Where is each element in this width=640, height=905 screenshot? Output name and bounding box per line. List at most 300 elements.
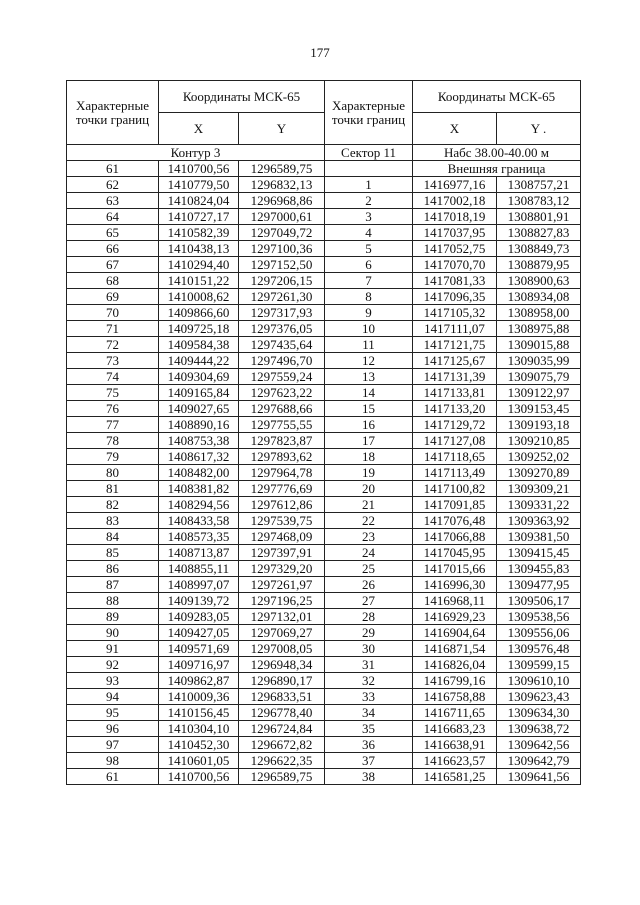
y-coordinate: 1296833,51 bbox=[239, 689, 325, 705]
point-number: 26 bbox=[325, 577, 413, 593]
y-coordinate: 1309556,06 bbox=[497, 625, 581, 641]
x-coordinate: 1417118,65 bbox=[413, 449, 497, 465]
x-coordinate: 1416581,25 bbox=[413, 769, 497, 785]
table-row bbox=[67, 753, 325, 769]
point-number: 62 bbox=[67, 177, 159, 193]
x-coordinate: 1410008,62 bbox=[159, 289, 239, 305]
point-number: 79 bbox=[67, 449, 159, 465]
point-number: 68 bbox=[67, 273, 159, 289]
table-row bbox=[67, 321, 325, 337]
table-row bbox=[325, 481, 581, 497]
point-number: 2 bbox=[325, 193, 413, 209]
point-number: 93 bbox=[67, 673, 159, 689]
point-number: 88 bbox=[67, 593, 159, 609]
point-number: 90 bbox=[67, 625, 159, 641]
table-row bbox=[325, 673, 581, 689]
table-row bbox=[67, 401, 325, 417]
x-coordinate: 1409862,87 bbox=[159, 673, 239, 689]
x-coordinate: 1410009,36 bbox=[159, 689, 239, 705]
table-row bbox=[67, 161, 325, 177]
table-row bbox=[67, 497, 325, 513]
table-row bbox=[325, 513, 581, 529]
point-number: 18 bbox=[325, 449, 413, 465]
x-coordinate: 1417133,81 bbox=[413, 385, 497, 401]
y-coordinate: 1309642,79 bbox=[497, 753, 581, 769]
table-row bbox=[325, 689, 581, 705]
table-row bbox=[325, 561, 581, 577]
table-row bbox=[325, 273, 581, 289]
point-number: 23 bbox=[325, 529, 413, 545]
points-header: Характерные точки границ bbox=[325, 81, 413, 145]
y-coordinate: 1308827,83 bbox=[497, 225, 581, 241]
x-coordinate: 1409139,72 bbox=[159, 593, 239, 609]
x-coordinate: 1410156,45 bbox=[159, 705, 239, 721]
boundary-spacer bbox=[325, 161, 413, 177]
y-coordinate: 1296589,75 bbox=[239, 769, 325, 785]
x-coordinate: 1416711,65 bbox=[413, 705, 497, 721]
y-coordinate: 1297069,27 bbox=[239, 625, 325, 641]
point-number: 3 bbox=[325, 209, 413, 225]
table-row bbox=[67, 769, 325, 785]
table-row bbox=[67, 193, 325, 209]
y-coordinate: 1309599,15 bbox=[497, 657, 581, 673]
y-coordinate: 1308849,73 bbox=[497, 241, 581, 257]
y-coordinate: 1309381,50 bbox=[497, 529, 581, 545]
y-header: Y . bbox=[497, 113, 581, 145]
point-number: 71 bbox=[67, 321, 159, 337]
y-coordinate: 1297261,97 bbox=[239, 577, 325, 593]
table-row bbox=[67, 737, 325, 753]
point-number: 78 bbox=[67, 433, 159, 449]
point-number: 95 bbox=[67, 705, 159, 721]
point-number: 94 bbox=[67, 689, 159, 705]
x-coordinate: 1416977,16 bbox=[413, 177, 497, 193]
x-coordinate: 1410452,30 bbox=[159, 737, 239, 753]
table-row bbox=[325, 721, 581, 737]
y-coordinate: 1297317,93 bbox=[239, 305, 325, 321]
point-number: 10 bbox=[325, 321, 413, 337]
x-coordinate: 1417002,18 bbox=[413, 193, 497, 209]
table-row bbox=[325, 625, 581, 641]
table-row bbox=[67, 337, 325, 353]
point-number: 29 bbox=[325, 625, 413, 641]
x-coordinate: 1408997,07 bbox=[159, 577, 239, 593]
y-coordinate: 1296948,34 bbox=[239, 657, 325, 673]
y-coordinate: 1297755,55 bbox=[239, 417, 325, 433]
x-coordinate: 1408617,32 bbox=[159, 449, 239, 465]
point-number: 89 bbox=[67, 609, 159, 625]
point-number: 38 bbox=[325, 769, 413, 785]
y-coordinate: 1296672,82 bbox=[239, 737, 325, 753]
x-coordinate: 1417133,20 bbox=[413, 401, 497, 417]
table-row bbox=[325, 449, 581, 465]
y-coordinate: 1297468,09 bbox=[239, 529, 325, 545]
point-number: 66 bbox=[67, 241, 159, 257]
point-number: 19 bbox=[325, 465, 413, 481]
x-coordinate: 1408713,87 bbox=[159, 545, 239, 561]
boundary-label: Внешняя граница bbox=[413, 161, 581, 177]
point-number: 32 bbox=[325, 673, 413, 689]
points-header: Характерные точки границ bbox=[67, 81, 159, 145]
y-coordinate: 1309075,79 bbox=[497, 369, 581, 385]
point-number: 61 bbox=[67, 769, 159, 785]
y-coordinate: 1297100,36 bbox=[239, 241, 325, 257]
x-coordinate: 1417131,39 bbox=[413, 369, 497, 385]
y-coordinate: 1297688,66 bbox=[239, 401, 325, 417]
point-number: 7 bbox=[325, 273, 413, 289]
x-coordinate: 1409584,38 bbox=[159, 337, 239, 353]
y-coordinate: 1297196,25 bbox=[239, 593, 325, 609]
contour-label: Контур 3 bbox=[67, 145, 325, 161]
table-row bbox=[67, 593, 325, 609]
table-row bbox=[67, 177, 325, 193]
x-coordinate: 1408482,00 bbox=[159, 465, 239, 481]
table-row bbox=[325, 337, 581, 353]
y-coordinate: 1309193,18 bbox=[497, 417, 581, 433]
y-coordinate: 1309035,99 bbox=[497, 353, 581, 369]
y-coordinate: 1308900,63 bbox=[497, 273, 581, 289]
table-row bbox=[325, 305, 581, 321]
x-coordinate: 1417111,07 bbox=[413, 321, 497, 337]
point-number: 12 bbox=[325, 353, 413, 369]
table-row bbox=[67, 625, 325, 641]
y-coordinate: 1309641,56 bbox=[497, 769, 581, 785]
table-row bbox=[325, 289, 581, 305]
x-coordinate: 1409866,60 bbox=[159, 305, 239, 321]
x-coordinate: 1417121,75 bbox=[413, 337, 497, 353]
x-coordinate: 1417105,32 bbox=[413, 305, 497, 321]
x-coordinate: 1408890,16 bbox=[159, 417, 239, 433]
x-coordinate: 1409725,18 bbox=[159, 321, 239, 337]
x-coordinate: 1417091,85 bbox=[413, 497, 497, 513]
y-coordinate: 1296832,13 bbox=[239, 177, 325, 193]
table-row bbox=[67, 353, 325, 369]
y-coordinate: 1309623,43 bbox=[497, 689, 581, 705]
x-coordinate: 1410304,10 bbox=[159, 721, 239, 737]
x-coordinate: 1410824,04 bbox=[159, 193, 239, 209]
x-coordinate: 1410151,22 bbox=[159, 273, 239, 289]
table-row bbox=[325, 385, 581, 401]
y-coordinate: 1297776,69 bbox=[239, 481, 325, 497]
table-row bbox=[325, 401, 581, 417]
table-row bbox=[325, 209, 581, 225]
y-coordinate: 1309477,95 bbox=[497, 577, 581, 593]
point-number: 5 bbox=[325, 241, 413, 257]
height-range-label: Набс 38.00-40.00 м bbox=[413, 145, 581, 161]
point-number: 82 bbox=[67, 497, 159, 513]
point-number: 97 bbox=[67, 737, 159, 753]
point-number: 91 bbox=[67, 641, 159, 657]
table-row bbox=[67, 305, 325, 321]
point-number: 81 bbox=[67, 481, 159, 497]
y-coordinate: 1297000,61 bbox=[239, 209, 325, 225]
y-coordinate: 1309363,92 bbox=[497, 513, 581, 529]
y-coordinate: 1296890,17 bbox=[239, 673, 325, 689]
table-row bbox=[67, 289, 325, 305]
y-coordinate: 1297329,20 bbox=[239, 561, 325, 577]
coords-header: Координаты МСК-65 bbox=[413, 81, 581, 113]
table-row bbox=[325, 465, 581, 481]
point-number: 33 bbox=[325, 689, 413, 705]
x-coordinate: 1416683,23 bbox=[413, 721, 497, 737]
point-number: 11 bbox=[325, 337, 413, 353]
point-number: 21 bbox=[325, 497, 413, 513]
y-coordinate: 1309122,97 bbox=[497, 385, 581, 401]
x-coordinate: 1417066,88 bbox=[413, 529, 497, 545]
x-coordinate: 1408381,82 bbox=[159, 481, 239, 497]
y-coordinate: 1309331,22 bbox=[497, 497, 581, 513]
point-number: 25 bbox=[325, 561, 413, 577]
point-number: 96 bbox=[67, 721, 159, 737]
y-coordinate: 1297823,87 bbox=[239, 433, 325, 449]
y-coordinate: 1309576,48 bbox=[497, 641, 581, 657]
x-coordinate: 1409716,97 bbox=[159, 657, 239, 673]
point-number: 16 bbox=[325, 417, 413, 433]
x-coordinate: 1410700,56 bbox=[159, 161, 239, 177]
x-coordinate: 1416638,91 bbox=[413, 737, 497, 753]
point-number: 92 bbox=[67, 657, 159, 673]
table-row bbox=[325, 257, 581, 273]
y-coordinate: 1297539,75 bbox=[239, 513, 325, 529]
point-number: 72 bbox=[67, 337, 159, 353]
x-header: X bbox=[159, 113, 239, 145]
point-number: 31 bbox=[325, 657, 413, 673]
right-table-body bbox=[325, 177, 581, 785]
point-number: 69 bbox=[67, 289, 159, 305]
table-row bbox=[325, 177, 581, 193]
point-number: 27 bbox=[325, 593, 413, 609]
x-coordinate: 1409165,84 bbox=[159, 385, 239, 401]
x-coordinate: 1408573,35 bbox=[159, 529, 239, 545]
left-coordinates-table bbox=[66, 80, 325, 785]
y-coordinate: 1297623,22 bbox=[239, 385, 325, 401]
table-row bbox=[67, 465, 325, 481]
table-row bbox=[67, 657, 325, 673]
x-coordinate: 1416871,54 bbox=[413, 641, 497, 657]
point-number: 37 bbox=[325, 753, 413, 769]
x-coordinate: 1416929,23 bbox=[413, 609, 497, 625]
y-coordinate: 1309210,85 bbox=[497, 433, 581, 449]
table-row bbox=[67, 385, 325, 401]
y-coordinate: 1297376,05 bbox=[239, 321, 325, 337]
point-number: 35 bbox=[325, 721, 413, 737]
table-row bbox=[325, 737, 581, 753]
x-coordinate: 1408294,56 bbox=[159, 497, 239, 513]
x-coordinate: 1417127,08 bbox=[413, 433, 497, 449]
y-coordinate: 1309015,88 bbox=[497, 337, 581, 353]
point-number: 85 bbox=[67, 545, 159, 561]
y-coordinate: 1297964,78 bbox=[239, 465, 325, 481]
x-coordinate: 1409571,69 bbox=[159, 641, 239, 657]
table-row bbox=[67, 641, 325, 657]
x-coordinate: 1416904,64 bbox=[413, 625, 497, 641]
point-number: 70 bbox=[67, 305, 159, 321]
sector-label: Сектор 11 bbox=[325, 145, 413, 161]
table-row bbox=[67, 721, 325, 737]
table-row bbox=[67, 529, 325, 545]
y-coordinate: 1309455,83 bbox=[497, 561, 581, 577]
x-coordinate: 1417052,75 bbox=[413, 241, 497, 257]
y-header: Y bbox=[239, 113, 325, 145]
table-row bbox=[325, 433, 581, 449]
y-coordinate: 1309610,10 bbox=[497, 673, 581, 689]
table-row bbox=[67, 673, 325, 689]
y-coordinate: 1309638,72 bbox=[497, 721, 581, 737]
y-coordinate: 1297496,70 bbox=[239, 353, 325, 369]
y-coordinate: 1308879,95 bbox=[497, 257, 581, 273]
table-row bbox=[67, 257, 325, 273]
x-header: X bbox=[413, 113, 497, 145]
point-number: 64 bbox=[67, 209, 159, 225]
point-number: 30 bbox=[325, 641, 413, 657]
point-number: 61 bbox=[67, 161, 159, 177]
table-row bbox=[67, 577, 325, 593]
y-coordinate: 1297612,86 bbox=[239, 497, 325, 513]
point-number: 63 bbox=[67, 193, 159, 209]
right-coordinates-table bbox=[324, 80, 581, 785]
table-row bbox=[67, 705, 325, 721]
x-coordinate: 1408753,38 bbox=[159, 433, 239, 449]
point-number: 67 bbox=[67, 257, 159, 273]
point-number: 28 bbox=[325, 609, 413, 625]
table-row bbox=[325, 593, 581, 609]
y-coordinate: 1297559,24 bbox=[239, 369, 325, 385]
x-coordinate: 1410582,39 bbox=[159, 225, 239, 241]
x-coordinate: 1410700,56 bbox=[159, 769, 239, 785]
page-number: 177 bbox=[310, 45, 330, 60]
x-coordinate: 1416968,11 bbox=[413, 593, 497, 609]
x-coordinate: 1410438,13 bbox=[159, 241, 239, 257]
y-coordinate: 1308975,88 bbox=[497, 321, 581, 337]
table-row bbox=[325, 241, 581, 257]
x-coordinate: 1417015,66 bbox=[413, 561, 497, 577]
table-row bbox=[67, 417, 325, 433]
point-number: 13 bbox=[325, 369, 413, 385]
x-coordinate: 1417045,95 bbox=[413, 545, 497, 561]
y-coordinate: 1309642,56 bbox=[497, 737, 581, 753]
point-number: 14 bbox=[325, 385, 413, 401]
table-row bbox=[325, 417, 581, 433]
x-coordinate: 1417076,48 bbox=[413, 513, 497, 529]
x-coordinate: 1417129,72 bbox=[413, 417, 497, 433]
y-coordinate: 1296778,40 bbox=[239, 705, 325, 721]
y-coordinate: 1296724,84 bbox=[239, 721, 325, 737]
y-coordinate: 1297397,91 bbox=[239, 545, 325, 561]
table-row bbox=[325, 609, 581, 625]
table-row bbox=[325, 321, 581, 337]
table-row bbox=[325, 225, 581, 241]
point-number: 24 bbox=[325, 545, 413, 561]
point-number: 34 bbox=[325, 705, 413, 721]
x-coordinate: 1417113,49 bbox=[413, 465, 497, 481]
y-coordinate: 1297152,50 bbox=[239, 257, 325, 273]
y-coordinate: 1309252,02 bbox=[497, 449, 581, 465]
table-row bbox=[325, 577, 581, 593]
table-row bbox=[67, 481, 325, 497]
y-coordinate: 1309506,17 bbox=[497, 593, 581, 609]
table-row bbox=[67, 689, 325, 705]
point-number: 74 bbox=[67, 369, 159, 385]
x-coordinate: 1409444,22 bbox=[159, 353, 239, 369]
point-number: 75 bbox=[67, 385, 159, 401]
table-row bbox=[325, 657, 581, 673]
point-number: 1 bbox=[325, 177, 413, 193]
y-coordinate: 1309415,45 bbox=[497, 545, 581, 561]
point-number: 36 bbox=[325, 737, 413, 753]
left-table-body bbox=[67, 161, 325, 785]
x-coordinate: 1409304,69 bbox=[159, 369, 239, 385]
table-row bbox=[67, 545, 325, 561]
table-row bbox=[325, 193, 581, 209]
table-row bbox=[67, 225, 325, 241]
table-row bbox=[67, 449, 325, 465]
x-coordinate: 1410601,05 bbox=[159, 753, 239, 769]
y-coordinate: 1308958,00 bbox=[497, 305, 581, 321]
y-coordinate: 1308757,21 bbox=[497, 177, 581, 193]
point-number: 22 bbox=[325, 513, 413, 529]
x-coordinate: 1416826,04 bbox=[413, 657, 497, 673]
x-coordinate: 1416623,57 bbox=[413, 753, 497, 769]
y-coordinate: 1296589,75 bbox=[239, 161, 325, 177]
point-number: 4 bbox=[325, 225, 413, 241]
y-coordinate: 1297008,05 bbox=[239, 641, 325, 657]
point-number: 8 bbox=[325, 289, 413, 305]
x-coordinate: 1416799,16 bbox=[413, 673, 497, 689]
x-coordinate: 1417070,70 bbox=[413, 257, 497, 273]
x-coordinate: 1417100,82 bbox=[413, 481, 497, 497]
table-row bbox=[67, 209, 325, 225]
y-coordinate: 1296622,35 bbox=[239, 753, 325, 769]
x-coordinate: 1417096,35 bbox=[413, 289, 497, 305]
y-coordinate: 1308801,91 bbox=[497, 209, 581, 225]
y-coordinate: 1297261,30 bbox=[239, 289, 325, 305]
table-row bbox=[325, 369, 581, 385]
y-coordinate: 1309538,56 bbox=[497, 609, 581, 625]
point-number: 65 bbox=[67, 225, 159, 241]
table-row bbox=[325, 529, 581, 545]
x-coordinate: 1417018,19 bbox=[413, 209, 497, 225]
table-row bbox=[67, 273, 325, 289]
y-coordinate: 1297206,15 bbox=[239, 273, 325, 289]
point-number: 15 bbox=[325, 401, 413, 417]
point-number: 86 bbox=[67, 561, 159, 577]
table-row bbox=[67, 513, 325, 529]
table-row bbox=[325, 705, 581, 721]
x-coordinate: 1409283,05 bbox=[159, 609, 239, 625]
point-number: 9 bbox=[325, 305, 413, 321]
point-number: 76 bbox=[67, 401, 159, 417]
y-coordinate: 1297435,64 bbox=[239, 337, 325, 353]
point-number: 17 bbox=[325, 433, 413, 449]
table-row bbox=[67, 433, 325, 449]
point-number: 84 bbox=[67, 529, 159, 545]
table-row bbox=[67, 609, 325, 625]
point-number: 87 bbox=[67, 577, 159, 593]
table-row bbox=[325, 497, 581, 513]
x-coordinate: 1410779,50 bbox=[159, 177, 239, 193]
point-number: 83 bbox=[67, 513, 159, 529]
table-row bbox=[67, 241, 325, 257]
table-row bbox=[325, 353, 581, 369]
x-coordinate: 1409027,65 bbox=[159, 401, 239, 417]
point-number: 98 bbox=[67, 753, 159, 769]
y-coordinate: 1308783,12 bbox=[497, 193, 581, 209]
x-coordinate: 1408433,58 bbox=[159, 513, 239, 529]
table-row bbox=[325, 753, 581, 769]
table-row bbox=[325, 769, 581, 785]
point-number: 20 bbox=[325, 481, 413, 497]
point-number: 6 bbox=[325, 257, 413, 273]
